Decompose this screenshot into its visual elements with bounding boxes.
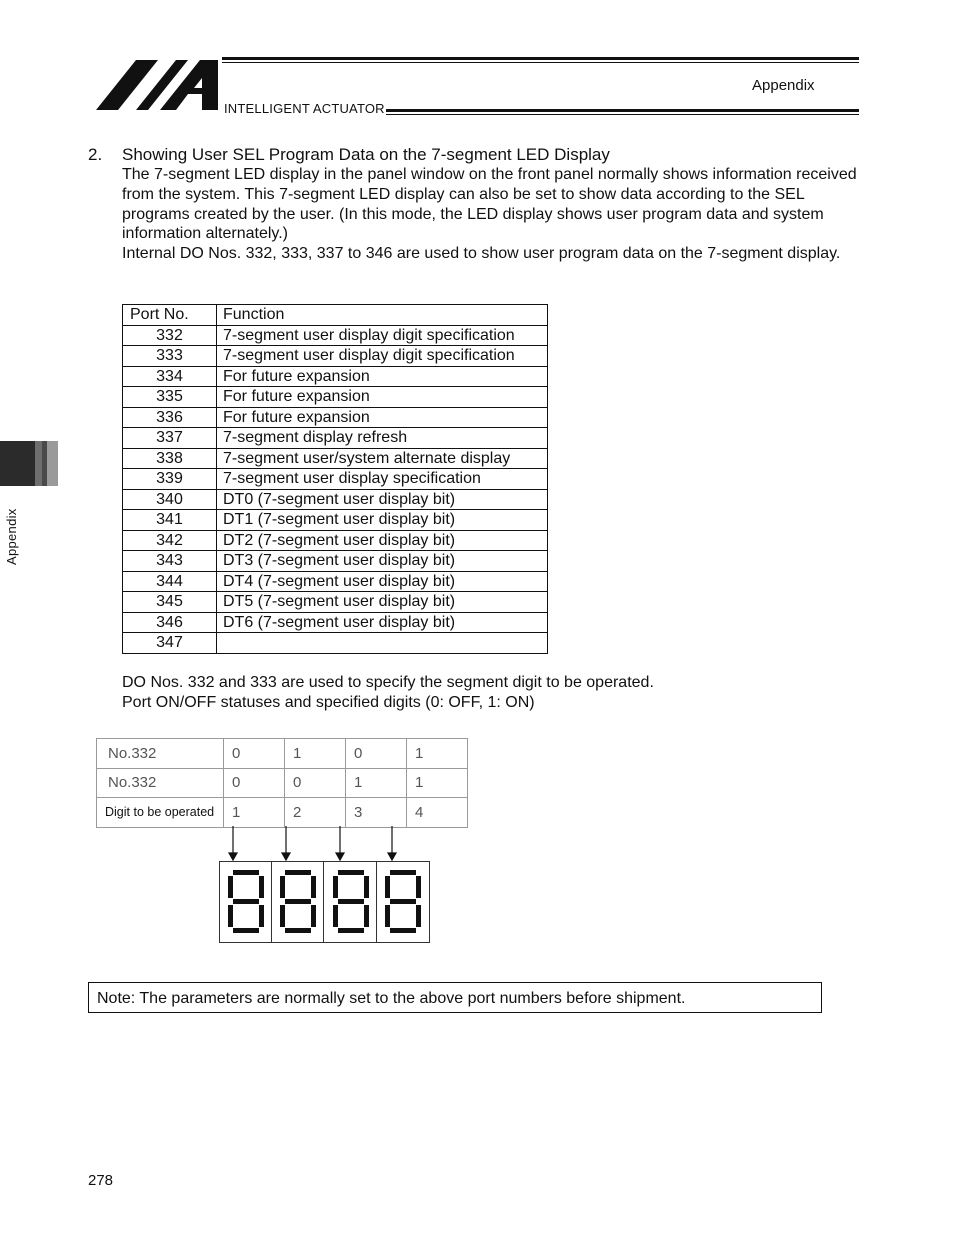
table-row bbox=[97, 768, 468, 798]
paragraph: Port ON/OFF statuses and specified digits (0: OFF, 1: ON) bbox=[122, 693, 535, 711]
bit-cell: 1 bbox=[346, 768, 407, 798]
port-cell: 342 bbox=[123, 530, 217, 551]
digit-cell: 3 bbox=[346, 798, 407, 828]
row-label: No.332 bbox=[97, 768, 224, 798]
table-row bbox=[123, 448, 548, 469]
digit-cell: 4 bbox=[407, 798, 468, 828]
function-cell: DT3 (7-segment user display bit) bbox=[217, 551, 548, 572]
function-cell: 7-segment display refresh bbox=[217, 428, 548, 449]
page-number: 278 bbox=[88, 1172, 114, 1189]
paragraph: The 7-segment LED display in the panel window on the front panel normally shows information received from the system. This 7-segment LED display can also be set to show data according to the SEL programs created by the user. (In this mode, the LED display shows user program data and system information alternately.) bbox=[122, 166, 857, 243]
shipment-note: Note: The parameters are normally set to the above port numbers before shipment. bbox=[88, 982, 822, 1013]
port-cell: 336 bbox=[123, 407, 217, 428]
function-cell: 7-segment user display digit specification bbox=[217, 325, 548, 346]
function-cell: 7-segment user display specification bbox=[217, 469, 548, 490]
table-row bbox=[123, 551, 548, 572]
bit-cell: 0 bbox=[285, 768, 346, 798]
function-cell: For future expansion bbox=[217, 387, 548, 408]
header-rule-top-thin bbox=[222, 62, 859, 63]
column-header-port: Port No. bbox=[123, 305, 217, 326]
table-row bbox=[97, 798, 468, 828]
digit-selection-table bbox=[96, 738, 468, 828]
chapter-tab-label: Appendix bbox=[4, 508, 19, 565]
bit-cell: 1 bbox=[285, 739, 346, 769]
table-row bbox=[123, 469, 548, 490]
port-cell: 337 bbox=[123, 428, 217, 449]
seven-segment-display bbox=[219, 861, 430, 943]
section-body bbox=[122, 165, 867, 264]
header-section-label: Appendix bbox=[752, 77, 815, 94]
bit-cell: 0 bbox=[224, 739, 285, 769]
bit-cell: 1 bbox=[407, 768, 468, 798]
digit-cell: 2 bbox=[285, 798, 346, 828]
row-label: No.332 bbox=[97, 739, 224, 769]
function-cell: DT1 (7-segment user display bit) bbox=[217, 510, 548, 531]
port-cell: 340 bbox=[123, 489, 217, 510]
function-cell: DT6 (7-segment user display bit) bbox=[217, 612, 548, 633]
table-row bbox=[97, 739, 468, 769]
port-cell: 338 bbox=[123, 448, 217, 469]
digit-arrows bbox=[219, 826, 419, 862]
function-cell: DT2 (7-segment user display bit) bbox=[217, 530, 548, 551]
port-cell: 332 bbox=[123, 325, 217, 346]
table-row bbox=[123, 612, 548, 633]
function-cell: 7-segment user/system alternate display bbox=[217, 448, 548, 469]
section-number: 2. bbox=[88, 145, 103, 164]
table-row bbox=[123, 387, 548, 408]
table-row bbox=[123, 633, 548, 654]
paragraph: DO Nos. 332 and 333 are used to specify the segment digit to be operated. bbox=[122, 674, 654, 691]
function-cell: DT0 (7-segment user display bit) bbox=[217, 489, 548, 510]
header-rule-bottom-thin bbox=[386, 114, 859, 115]
bit-cell: 0 bbox=[346, 739, 407, 769]
table-row bbox=[123, 407, 548, 428]
function-cell: For future expansion bbox=[217, 366, 548, 387]
port-cell: 344 bbox=[123, 571, 217, 592]
table-row bbox=[123, 325, 548, 346]
digit-explanation bbox=[122, 673, 867, 713]
header-rule-bottom-thick bbox=[386, 109, 859, 112]
port-cell: 334 bbox=[123, 366, 217, 387]
function-cell: For future expansion bbox=[217, 407, 548, 428]
led-segments bbox=[220, 862, 429, 942]
table-row bbox=[123, 346, 548, 367]
function-cell: DT4 (7-segment user display bit) bbox=[217, 571, 548, 592]
function-cell: DT5 (7-segment user display bit) bbox=[217, 592, 548, 613]
port-cell: 339 bbox=[123, 469, 217, 490]
port-cell: 346 bbox=[123, 612, 217, 633]
port-cell: 335 bbox=[123, 387, 217, 408]
row-label: Digit to be operated bbox=[97, 798, 224, 828]
header-rule-top-thick bbox=[222, 57, 859, 60]
digit-cell: 1 bbox=[224, 798, 285, 828]
table-row bbox=[123, 530, 548, 551]
bit-cell: 0 bbox=[224, 768, 285, 798]
column-header-function: Function bbox=[217, 305, 548, 326]
table-row bbox=[123, 366, 548, 387]
port-cell: 345 bbox=[123, 592, 217, 613]
table-header-row bbox=[123, 305, 548, 326]
port-function-table bbox=[122, 304, 548, 654]
function-cell: 7-segment user display digit specification bbox=[217, 346, 548, 367]
function-cell bbox=[217, 633, 548, 654]
brand-name: INTELLIGENT ACTUATOR bbox=[224, 101, 385, 116]
port-cell: 343 bbox=[123, 551, 217, 572]
table-row bbox=[123, 428, 548, 449]
table-row bbox=[123, 510, 548, 531]
port-cell: 347 bbox=[123, 633, 217, 654]
section-title: Showing User SEL Program Data on the 7-segment LED Display bbox=[122, 145, 610, 164]
port-cell: 341 bbox=[123, 510, 217, 531]
chapter-tab bbox=[0, 441, 58, 486]
port-cell: 333 bbox=[123, 346, 217, 367]
table-row bbox=[123, 592, 548, 613]
bit-cell: 1 bbox=[407, 739, 468, 769]
paragraph: Internal DO Nos. 332, 333, 337 to 346 are used to show user program data on the 7-segment display. bbox=[122, 245, 841, 263]
table-row bbox=[123, 571, 548, 592]
ia-logo bbox=[96, 58, 222, 112]
table-row bbox=[123, 489, 548, 510]
